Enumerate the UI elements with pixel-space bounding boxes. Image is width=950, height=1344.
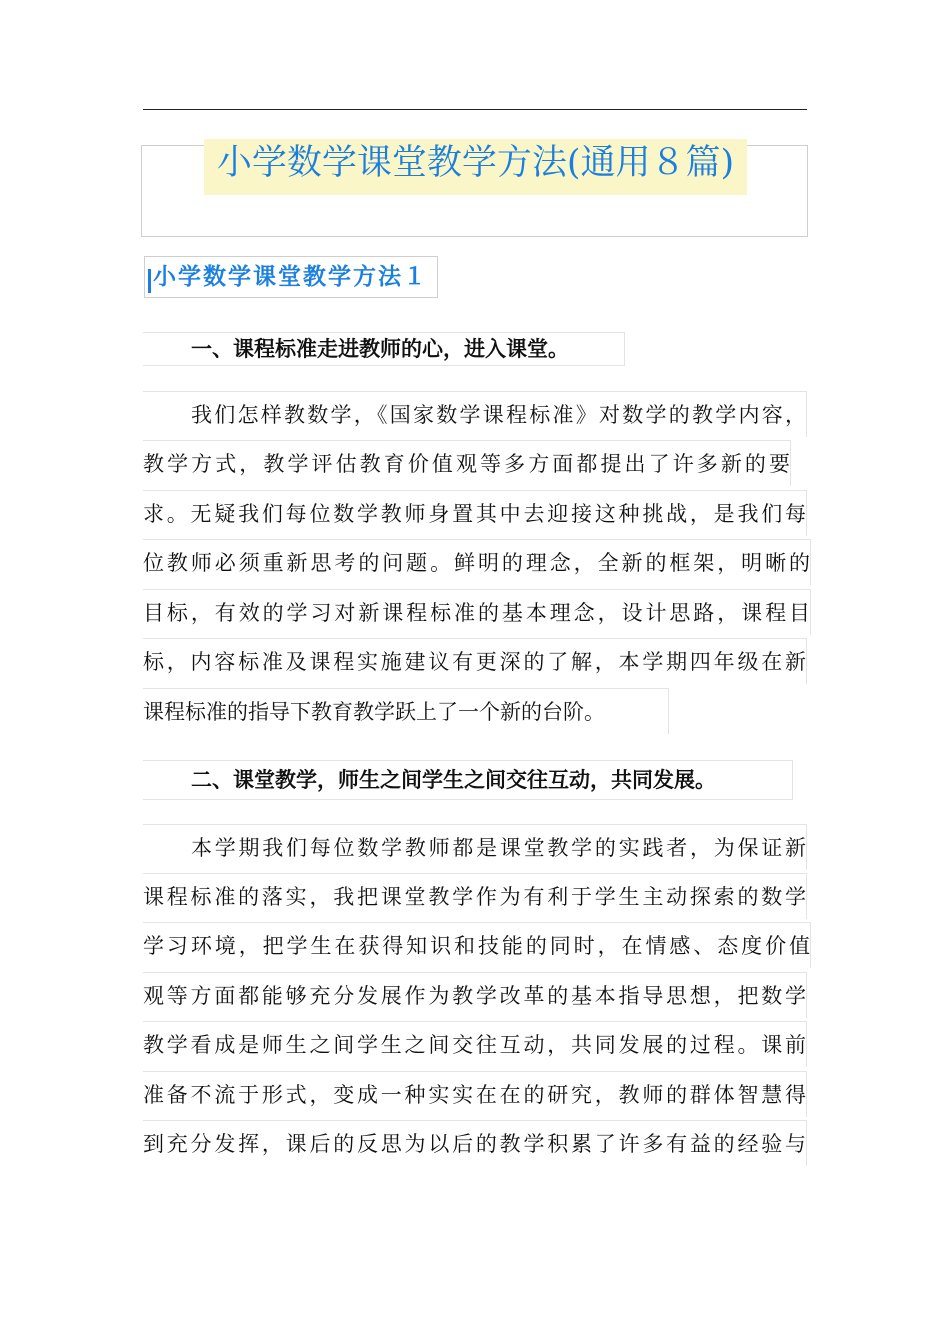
paragraph-line: 标，内容标准及课程实施建议有更深的了解，本学期四年级在新 xyxy=(143,638,807,684)
paragraph-line: 教学方式，教学评估教育价值观等多方面都提出了许多新的要 xyxy=(143,440,791,486)
section-heading: 小学数学课堂教学方法１ xyxy=(144,256,438,298)
paragraph-line: 位教师必须重新思考的问题。鲜明的理念，全新的框架，明晰的 xyxy=(143,539,811,585)
header-rule xyxy=(143,109,807,110)
paragraph-line: 到充分发挥，课后的反思为以后的教学积累了许多有益的经验与 xyxy=(143,1120,807,1166)
subheading-1: 一、课程标准走进教师的心，进入课堂。 xyxy=(143,332,625,366)
paragraph-line: 学习环境，把学生在获得知识和技能的同时，在情感、态度价值 xyxy=(143,922,811,968)
paragraph-line: 课程标准的指导下教育教学跃上了一个新的台阶。 xyxy=(143,688,669,734)
paragraph-line: 教学看成是师生之间学生之间交往互动，共同发展的过程。课前 xyxy=(143,1021,807,1067)
paragraph-line: 求。无疑我们每位数学教师身置其中去迎接这种挑战，是我们每 xyxy=(143,490,807,536)
paragraph-line: 本学期我们每位数学教师都是课堂教学的实践者，为保证新 xyxy=(143,824,807,870)
document-title: 小学数学课堂教学方法(通用８篇) xyxy=(204,139,747,195)
subheading-2: 二、课堂教学，师生之间学生之间交往互动，共同发展。 xyxy=(143,760,793,800)
paragraph-line: 准备不流于形式，变成一种实实在在的研究，教师的群体智慧得 xyxy=(143,1071,807,1117)
paragraph-line: 我们怎样教数学，《国家数学课程标准》对数学的教学内容， xyxy=(143,391,807,437)
paragraph-line: 观等方面都能够充分发展作为教学改革的基本指导思想，把数学 xyxy=(143,972,807,1018)
paragraph-line: 课程标准的落实，我把课堂教学作为有利于学生主动探索的数学 xyxy=(143,873,807,919)
paragraph-line: 目标，有效的学习对新课程标准的基本理念，设计思路，课程目 xyxy=(143,589,811,635)
